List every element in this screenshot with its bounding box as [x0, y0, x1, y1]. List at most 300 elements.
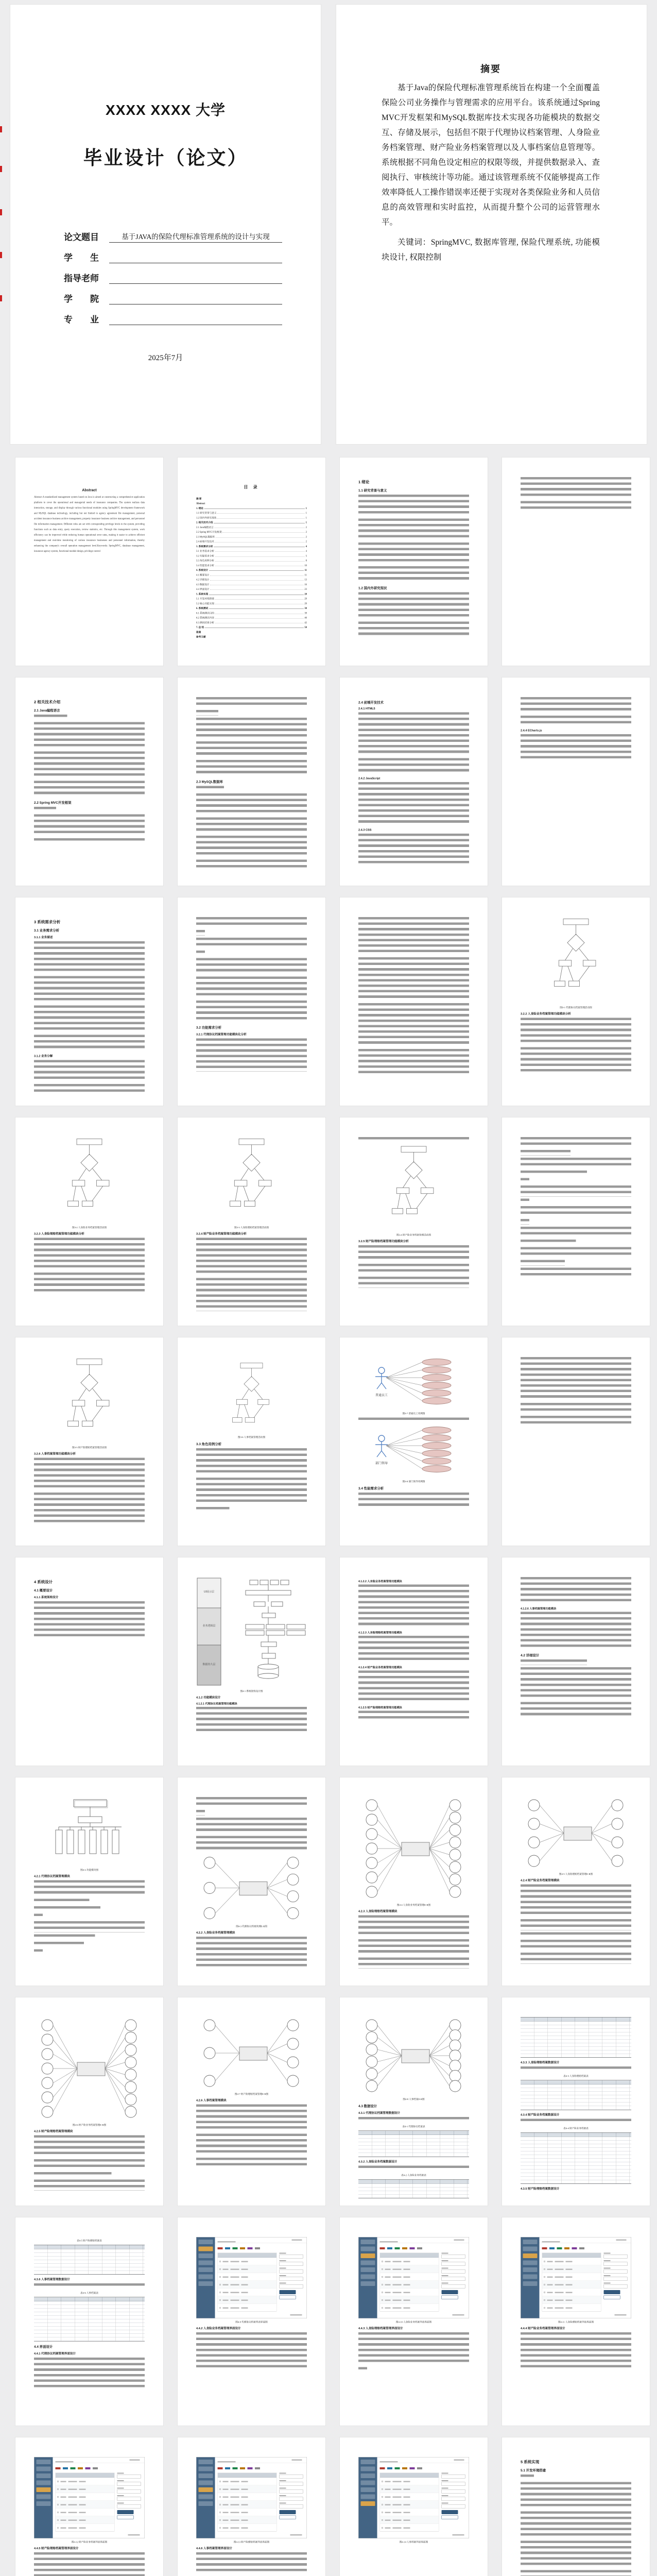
- section-heading: 1.2 国内外研究现状: [358, 586, 387, 590]
- text-block: [34, 2283, 145, 2289]
- toc-entry: 2.2 Spring MVC开发框架 2: [196, 531, 307, 534]
- page-thumbnail: [502, 2437, 650, 2576]
- page-thumbnail: [502, 1777, 650, 1986]
- page-thumbnail: [15, 2437, 163, 2576]
- text-block: [358, 2367, 367, 2373]
- page-thumbnail: [502, 897, 650, 1106]
- text-block: [358, 1137, 469, 1143]
- section-heading: 4.1.2.2 人身险业务档案管理功能模块: [358, 1580, 402, 1583]
- page-thumbnail: [340, 1117, 488, 1326]
- activity-diagram-figure: [196, 1357, 307, 1434]
- module-tree-figure: [34, 1797, 145, 1867]
- section-heading: 5 系统实现: [521, 2460, 540, 2464]
- text-block: [521, 1158, 631, 1168]
- page-thumbnail-content: [340, 2437, 488, 2576]
- page-thumbnail-content: [178, 2437, 325, 2576]
- page-thumbnail: [15, 1777, 163, 1986]
- ui-screenshot-figure: [196, 2457, 307, 2538]
- page-thumbnail-content: [340, 2217, 488, 2426]
- section-heading: 4.2 详细设计: [521, 1653, 540, 1657]
- section-heading: 5.1 开发环境搭建: [521, 2468, 546, 2472]
- page-thumbnail: [502, 1117, 650, 1326]
- page-thumbnail-content: [340, 1997, 488, 2206]
- text-block: [521, 1018, 631, 1045]
- text-block: [358, 2166, 469, 2172]
- text-block: [358, 957, 469, 1001]
- section-heading: 3.1.2 业务分解: [34, 1054, 53, 1058]
- section-heading: 1 绪论: [358, 480, 370, 484]
- page-thumbnail: [502, 1557, 650, 1766]
- svg-text:部门领导: 部门领导: [375, 1462, 388, 1466]
- figure-caption: 图3-8 部门领导用例图: [402, 1480, 425, 1483]
- text-block: [196, 930, 205, 936]
- page-thumbnail-content: [15, 457, 163, 666]
- page-thumbnail-content: [15, 1337, 163, 1546]
- figure-caption: 图4-7 财产险理赔档案管理E-R图: [234, 2093, 269, 2095]
- text-block: [521, 1198, 529, 1204]
- section-heading: 4.1.2 功能模块设计: [196, 1696, 221, 1699]
- toc-entry: 1.2 国内外研究现状 1: [196, 516, 307, 519]
- text-block: [196, 1448, 307, 1476]
- ui-screenshot-figure: [358, 2457, 469, 2538]
- figure-caption: 图3-5 财产险理赔档案管理活动图: [72, 1446, 107, 1449]
- text-block: [521, 1577, 631, 1604]
- text-block: [34, 1942, 84, 1947]
- section-heading: 3.2.5 财产险理赔档案管理功能模块分析: [358, 1240, 409, 1243]
- page-thumbnail: [15, 457, 163, 666]
- binding-mark: [0, 166, 2, 172]
- text-block: [196, 741, 307, 758]
- figure-caption: 图4-6 财产险业务档案管理E-R图: [72, 2124, 107, 2126]
- text-block: [34, 1899, 90, 1904]
- cover-form: [64, 231, 282, 325]
- toc-entry: 5.1 开发环境搭建 29: [196, 598, 307, 600]
- figure-caption: 图3-1 代理协议档案管理活动图: [560, 1006, 592, 1009]
- text-block: [521, 1240, 576, 1245]
- activity-diagram-figure: [521, 917, 631, 1004]
- er-diagram-figure: [358, 1797, 469, 1902]
- section-heading: 3.1 业务需求分析: [34, 928, 60, 933]
- text-block: [521, 477, 631, 499]
- text-block: [196, 710, 218, 716]
- section-heading: 3.2.1 代理协议档案管理功能模块化分析: [196, 1033, 247, 1037]
- toc-entry: 3.1 业务需求分析 4: [196, 550, 307, 553]
- cover-date: 2025年7月: [148, 354, 183, 362]
- text-block: [521, 2512, 631, 2539]
- page-thumbnail-content: [502, 1557, 650, 1766]
- section-heading: 4.4.4 财产险业务档案管理界面设计: [521, 2327, 565, 2330]
- text-block: [196, 951, 205, 956]
- text-block: [521, 1885, 631, 1918]
- page-thumbnail: [178, 677, 325, 886]
- text-block: [521, 716, 631, 726]
- figure-caption: 表4-2 人身险业务档案表: [401, 2174, 426, 2177]
- figure-caption: 图4-2 功能模块图: [80, 1869, 98, 1871]
- toc-entry: 1.1 研究背景与意义 1: [196, 512, 307, 515]
- binding-mark: [0, 252, 2, 258]
- data-table: [358, 2131, 469, 2157]
- text-block: [358, 1585, 469, 1629]
- page-thumbnail-content: [502, 457, 650, 666]
- abstract-title: 摘要: [480, 64, 501, 74]
- figure-caption: 图4-1 系统架构设计图: [240, 1690, 263, 1692]
- page-thumbnail-content: [178, 1117, 325, 1326]
- figure-caption: 图4-4 人身险业务档案管理E-R图: [396, 1904, 431, 1906]
- svg-text:UI展示层: UI展示层: [203, 1590, 215, 1594]
- section-heading: 2.4.2 JavaScript: [358, 777, 381, 781]
- abstract-body: 基于Java的保险代理标准管理系统旨在构建一个全面覆盖保险公司业务操作与管理需求的应用平台。该系统通过Spring MVC开发框架和MySQL数据库技术实现各功能模块的数据交互、存储及展示，包括但不限于代理协议档案管理、人身险业务档案管理、财产险业务档案管理以及人事档案信息管理等。系统根据不同角色设定相应的权限等级，并提供数据录入、查阅执行、审核统计等功能。通过该管理系统不仅能够提高工作效率降低人工操作错误率还便于实现对各类保险业务和人员信息的高效管理和实时监控，从而提升整个公司的运营管理水平。: [382, 83, 600, 227]
- page-thumbnail-content: [15, 2437, 163, 2576]
- page-thumbnail-content: [178, 1337, 325, 1546]
- text-block: [358, 917, 469, 955]
- page-thumbnail-grid: [15, 457, 650, 2576]
- english-abstract-text: Abstract A standardized management system based on Java is aimed at constructing a comprehensive application platform to cover the operational and managerial needs of insurance companies. The system realizes data interaction, storage, and display through various functional modules using SpringMVC development framework and MySQL database technology, including but not limited to agency agreement file management, personal accident insurance business archive management, property insurance business archive management, and personnel file information management. Different roles are set with corresponding privilege levels in the system, providing functions such as data entry, query execution, review statistics, etc. Through this management system, work efficiency can be improved while reducing human operational error rates, making it easier to achieve efficient management and real-time monitoring of various insurance businesses and personnel information, thereby enhancing the company's overall operation management level.Keywords: SpringMVC, database management, insurance agency system, functional module design, privilege control: [34, 496, 145, 553]
- text-block: [521, 1137, 631, 1148]
- text-block: [34, 1238, 145, 1271]
- toc-entry: 4. 系统设计 11: [196, 569, 307, 572]
- form-label: 论文题目: [64, 232, 99, 242]
- text-block: [358, 1939, 469, 1956]
- svg-text:数据持久层: 数据持久层: [202, 1663, 216, 1666]
- section-heading: 4.4.2 人身险业务档案管理界面设计: [196, 2327, 241, 2330]
- thesis-title: 毕业设计（论文）: [83, 147, 248, 168]
- activity-diagram-figure: [196, 1137, 307, 1224]
- figure-caption: 图4-13 财产险理赔档案列表界面图: [233, 2540, 270, 2544]
- page-thumbnail: [15, 897, 163, 1106]
- data-table: [34, 2297, 145, 2342]
- ui-screenshot-figure: [34, 2457, 145, 2538]
- page-thumbnail-content: [340, 1557, 488, 1766]
- section-heading: 4.1.2.6 人事档案管理功能模块: [521, 1607, 557, 1611]
- figure-caption: 图3-6 人事档案管理活动图: [237, 1436, 266, 1438]
- figure-caption: 图3-3 人身险理赔档案管理活动图: [234, 1226, 269, 1229]
- page-thumbnail: [15, 1997, 163, 2206]
- text-block: [358, 1636, 469, 1663]
- text-block: [34, 722, 145, 750]
- section-heading: 3.2.6 人事档案管理功能模块分析: [34, 1452, 76, 1455]
- page-thumbnail-content: [178, 457, 325, 666]
- section-heading: 2.4 前端开发技术: [358, 700, 384, 704]
- text-block: [196, 976, 307, 998]
- section-heading: 3.2.2 人身险业务档案管理功能模块分析: [521, 1012, 571, 1015]
- page-thumbnail: [178, 1117, 325, 1326]
- figure-caption: 图4-5 人身险理赔档案管理E-R图: [559, 1873, 593, 1875]
- text-block: [34, 1601, 145, 1639]
- page-thumbnail-content: [178, 2217, 325, 2426]
- section-heading: 3.3 角色用例分析: [196, 1442, 222, 1446]
- form-row-student: [64, 251, 282, 263]
- text-block: [34, 1035, 145, 1052]
- page-thumbnail: [340, 457, 488, 666]
- section-heading: 4.3 数据设计: [358, 2104, 377, 2108]
- form-value-underline: [109, 272, 282, 284]
- text-block: [34, 1458, 145, 1491]
- toc-entry: 3.2 功能需求分析 5: [196, 554, 307, 557]
- section-heading: 3.1.1 业务描述: [34, 936, 53, 939]
- text-block: [521, 2541, 631, 2568]
- text-block: [358, 518, 469, 540]
- text-block: [196, 793, 307, 815]
- er-diagram-figure: [196, 2017, 307, 2091]
- toc-entry: 6. 系统测试 38: [196, 607, 307, 610]
- page-thumbnail: [178, 897, 325, 1106]
- text-block: [521, 1403, 631, 1414]
- text-block: [358, 1418, 469, 1423]
- page-thumbnail: [178, 457, 325, 666]
- form-value-underline: [109, 293, 282, 304]
- figure-caption: 表4-6 人事档案表: [80, 2292, 98, 2295]
- text-block: [34, 941, 145, 974]
- section-heading: 4.1.1 系统架构设计: [34, 1596, 59, 1599]
- text-block: [521, 2332, 631, 2370]
- text-block: [358, 2117, 469, 2123]
- page-thumbnail: [178, 1337, 325, 1546]
- text-block: [521, 1150, 570, 1156]
- text-block: [34, 781, 145, 798]
- toc-entry: 1. 绪论 1: [196, 507, 307, 510]
- text-block: [196, 1278, 307, 1311]
- text-block: [196, 1478, 307, 1505]
- text-block: [521, 1953, 631, 1963]
- text-block: [196, 1836, 307, 1853]
- text-block: [34, 2159, 145, 2170]
- form-row-major: [64, 313, 282, 325]
- text-block: [358, 592, 469, 619]
- figure-caption: 表4-1 代理协议档案表: [402, 2125, 425, 2128]
- page-thumbnail-content: [340, 897, 488, 1106]
- text-block: [196, 2105, 307, 2132]
- section-heading: 4.4.1 代理协议档案管理界面设计: [34, 2352, 76, 2355]
- er-diagram-figure: [196, 1854, 307, 1923]
- text-block: [521, 1667, 631, 1700]
- text-block: [521, 2066, 631, 2072]
- section-heading: 4.4.6 人事档案管理界面设计: [196, 2547, 232, 2550]
- screenshot-sidebar: [197, 2458, 215, 2538]
- screenshot-sidebar: [521, 2238, 540, 2318]
- page-thumbnail-content: [340, 1337, 488, 1546]
- text-block: [196, 1707, 307, 1734]
- text-block: [358, 1264, 469, 1275]
- text-block: [196, 817, 307, 834]
- page-thumbnail-content: [502, 897, 650, 1106]
- toc-entry: 6.3 测试结果分析 42: [196, 621, 307, 624]
- toc-entry: 5.2 核心功能实现 29: [196, 602, 307, 605]
- page-thumbnail: [340, 2217, 488, 2426]
- text-block: [521, 1185, 631, 1196]
- text-block: [34, 2552, 145, 2576]
- text-block: [358, 1277, 469, 1287]
- text-block: [34, 1084, 145, 1095]
- figure-caption: 图4-8 人事档案E-R图: [403, 2098, 425, 2100]
- form-value-underline: 基于JAVA的保险代理标准管理系统的设计与实现: [109, 231, 282, 243]
- section-heading: 3.2.4 财产险业务档案管理功能模块分析: [196, 1232, 247, 1235]
- toc-entry: 7. 总 结 50: [196, 626, 307, 629]
- text-block: [521, 2482, 631, 2510]
- page-thumbnail: [178, 1557, 325, 1766]
- page-thumbnail-content: [502, 1777, 650, 1986]
- text-block: [521, 2119, 631, 2125]
- toc-entry: 6.2 系统测试内容 40: [196, 617, 307, 619]
- page-thumbnail-content: [340, 457, 488, 666]
- activity-diagram-figure: [34, 1357, 145, 1444]
- section-heading: 4.4 界面设计: [34, 2345, 53, 2349]
- text-block: [34, 752, 145, 779]
- section-heading: 4.2.3 人身险理赔档案管理模块: [358, 1910, 397, 1913]
- page-thumbnail-content: [502, 1997, 650, 2206]
- abstract-keywords: 关键词：SpringMVC, 数据库管理, 保险代理系统, 功能模块设计, 权限控制: [382, 238, 600, 262]
- section-heading: 2.4.4 ECharts.js: [521, 728, 542, 732]
- figure-caption: 图3-7 普通员工用例图: [402, 1412, 425, 1415]
- page-thumbnail: [340, 1557, 488, 1766]
- page-thumbnail-content: [15, 677, 163, 886]
- text-block: [196, 958, 307, 975]
- text-block: [358, 758, 469, 774]
- page-thumbnail-content: [502, 1337, 650, 1546]
- page-thumbnail: [340, 1997, 488, 2206]
- text-block: [521, 1919, 631, 1930]
- screenshot-sidebar: [359, 2458, 377, 2538]
- text-block: [34, 1913, 43, 1919]
- section-heading: 2.3 MySQL数据库: [196, 779, 223, 784]
- figure-caption: 图4-14 人事档案列表界面图: [399, 2540, 428, 2544]
- page-thumbnail-content: [502, 2217, 650, 2426]
- page-thumbnail-content: [178, 677, 325, 886]
- page-thumbnail-content: [340, 1117, 488, 1326]
- toc-entry: 3.3 角色用例分析 8: [196, 560, 307, 562]
- text-block: [34, 1273, 145, 1294]
- text-block: [34, 1921, 145, 1932]
- section-heading: 3.2 功能需求分析: [196, 1025, 222, 1030]
- section-heading: 4.3.3 人身险理赔档案数据设计: [521, 2061, 560, 2064]
- figure-caption: 图4-9 代理协议档案列表界面图: [235, 2320, 268, 2324]
- text-block: [358, 1049, 469, 1076]
- text-block: [196, 786, 224, 791]
- text-block: [358, 1916, 469, 1937]
- text-block: [34, 1060, 145, 1081]
- section-heading: Abstract: [82, 488, 97, 492]
- page-thumbnail: [340, 1777, 488, 1986]
- toc-entry: 6.1 系统测试目的 39: [196, 612, 307, 615]
- text-block: [196, 1818, 307, 1834]
- page-thumbnail-content: [178, 1997, 325, 2206]
- text-block: [34, 1493, 145, 1526]
- page-thumbnail-content: [340, 677, 488, 886]
- section-heading: 4.1.2.4 财产险业务档案管理功能模块: [358, 1666, 402, 1669]
- page-thumbnail: [502, 1337, 650, 1546]
- page-thumbnail: [502, 2217, 650, 2426]
- text-block: [358, 782, 469, 826]
- text-block: [521, 1219, 529, 1225]
- text-block: [196, 2552, 307, 2574]
- text-block: [521, 1416, 631, 1427]
- form-value-underline: [109, 313, 282, 325]
- text-block: [521, 501, 631, 512]
- figure-caption: 图4-3 代理协议档案管理E-R图: [236, 1925, 267, 1928]
- section-heading: 4.2.5 财产险理赔档案管理模块: [34, 2130, 73, 2133]
- svg-text:业务逻辑层: 业务逻辑层: [202, 1624, 216, 1628]
- section-heading: 4.2.1 代理协议档案管理模块: [34, 1875, 70, 1878]
- activity-diagram-figure: [358, 1145, 469, 1232]
- ui-screenshot-figure: [358, 2457, 469, 2538]
- text-block: [358, 1710, 469, 1721]
- toc-entry: 参考文献: [196, 636, 206, 638]
- toc-entry: 2.4 前端开发技术 2: [196, 540, 307, 543]
- page-thumbnail-content: [178, 897, 325, 1106]
- figure-caption: 表4-5 财产险理赔档案表: [77, 2239, 102, 2242]
- toc-entry: 2. 相关技术介绍 1: [196, 521, 307, 524]
- form-row-advisor: [64, 272, 282, 284]
- ui-screenshot-figure: [521, 2237, 631, 2318]
- ui-screenshot-figure: [358, 2237, 469, 2318]
- section-heading: 2 相关技术介绍: [34, 700, 61, 704]
- text-block: [196, 917, 307, 928]
- ui-screenshot-figure: [196, 2237, 307, 2318]
- toc-entry: 4.2 详细设计 13: [196, 579, 307, 581]
- text-block: [521, 1227, 631, 1238]
- page-thumbnail: [340, 2437, 488, 2576]
- page-thumbnail: [15, 2217, 163, 2426]
- text-block: [196, 1001, 307, 1022]
- text-block: [521, 1932, 631, 1938]
- text-block: [358, 621, 469, 638]
- abstract-page: [336, 5, 647, 444]
- page-thumbnail: [15, 1117, 163, 1326]
- toc-entry: 2.3 MySQL数据库 2: [196, 535, 307, 538]
- text-block: [521, 1206, 631, 1217]
- page-thumbnail-content: [15, 1117, 163, 1326]
- text-block: [196, 2332, 307, 2370]
- screenshot-sidebar: [359, 2238, 377, 2318]
- form-label: 学 生: [64, 253, 99, 263]
- page-thumbnail: [178, 1777, 325, 1986]
- activity-diagram-figure: [34, 1137, 145, 1224]
- text-block: [196, 1507, 230, 1513]
- text-block: [521, 1659, 587, 1665]
- er-diagram-figure: [358, 2017, 469, 2096]
- text-block: [521, 1267, 631, 1278]
- page-thumbnail-content: [15, 897, 163, 1106]
- data-table: [358, 2179, 469, 2198]
- text-block: [521, 1612, 631, 1650]
- toc-entry: 3. 系统需求分析 4: [196, 545, 307, 548]
- text-block: [34, 1906, 100, 1912]
- text-block: [34, 2136, 145, 2157]
- page-thumbnail-content: [15, 1997, 163, 2206]
- figure-caption: 表4-3 人身险理赔档案表: [563, 2075, 589, 2078]
- text-block: [34, 976, 145, 1004]
- text-block: [196, 2134, 307, 2156]
- page-thumbnail: [15, 1557, 163, 1766]
- toc-entry: 4.1 概要设计 11: [196, 573, 307, 577]
- page-thumbnail-content: [502, 677, 650, 886]
- page-thumbnail: [15, 1337, 163, 1546]
- text-block: [521, 1940, 631, 1951]
- text-block: [358, 1670, 469, 1703]
- section-heading: 3.2.3 人身险理赔档案管理功能模块分析: [34, 1232, 84, 1235]
- text-block: [358, 1245, 469, 1262]
- text-block: [521, 1247, 631, 1258]
- form-label: 学 院: [64, 294, 99, 304]
- toc-entry: 摘 要: [196, 497, 202, 500]
- figure-caption: 表4-4 财产险业务档案表: [563, 2127, 589, 2130]
- ui-screenshot-figure: [196, 2457, 307, 2538]
- toc-entry: Abstract: [196, 502, 205, 505]
- section-heading: 4 系统设计: [34, 1580, 53, 1584]
- ui-screenshot-figure: [358, 2237, 469, 2318]
- text-block: [34, 838, 145, 844]
- text-block: [196, 836, 307, 857]
- text-block: [358, 543, 469, 564]
